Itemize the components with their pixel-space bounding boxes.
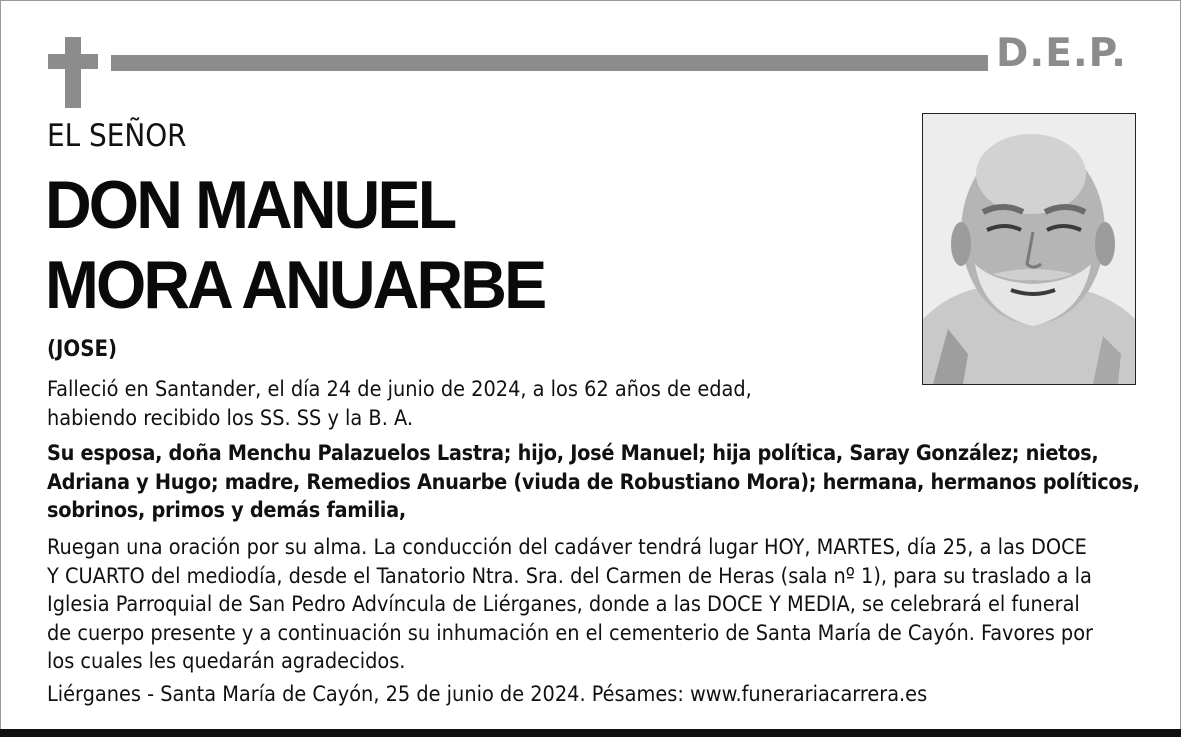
header-rule [111,55,988,71]
dep-label: D.E.P. [996,31,1127,76]
deceased-nickname: (JOSE) [47,337,118,362]
deceased-name-line-2: MORA ANUARBE [45,247,545,323]
portrait-image [923,114,1135,384]
prayer-line: de cuerpo presente y a continuación su inhumación en el cementerio de Santa María de Cayón. Favores por [47,620,1093,646]
death-notice [47,376,752,433]
family-line: Su esposa, doña Menchu Palazuelos Lastra; hijo, José Manuel; hija política, Saray González; nietos, [47,441,1099,466]
closing-line: Liérganes - Santa María de Cayón, 25 de junio de 2024. Pésames: www.funerariacarrera.es [47,682,928,707]
prayer-line: Y CUARTO del mediodía, desde el Tanatorio Ntra. Sra. del Carmen de Heras (sala nº 1), para su traslado a la [47,563,1092,589]
prayer-line: Iglesia Parroquial de San Pedro Advíncula de Liérganes, donde a las DOCE Y MEDIA, se celebrará el funeral [47,592,1080,617]
death-notice-line: Falleció en Santander, el día 24 de junio de 2024, a los 62 años de edad, [47,377,752,402]
deceased-name-line-1: DON MANUEL [45,167,455,243]
honorific: EL SEÑOR [47,118,187,154]
death-notice-line: habiendo recibido los SS. SS y la B. A. [47,405,413,431]
bottom-border [0,729,1181,737]
family-line: sobrinos, primos y demás familia, [47,498,406,523]
portrait-photo [922,113,1136,385]
family-line: Adriana y Hugo; madre, Remedios Anuarbe (viuda de Robustiano Mora); hermana, hermanos políticos, [47,469,1140,495]
prayer-line: los cuales les quedarán agradecidos. [47,649,406,674]
prayer-request [47,534,1093,677]
prayer-line: Ruegan una oración por su alma. La conducción del cadáver tendrá lugar HOY, MARTES, día 25, a las DOCE [47,535,1087,560]
family-list [47,440,1140,526]
